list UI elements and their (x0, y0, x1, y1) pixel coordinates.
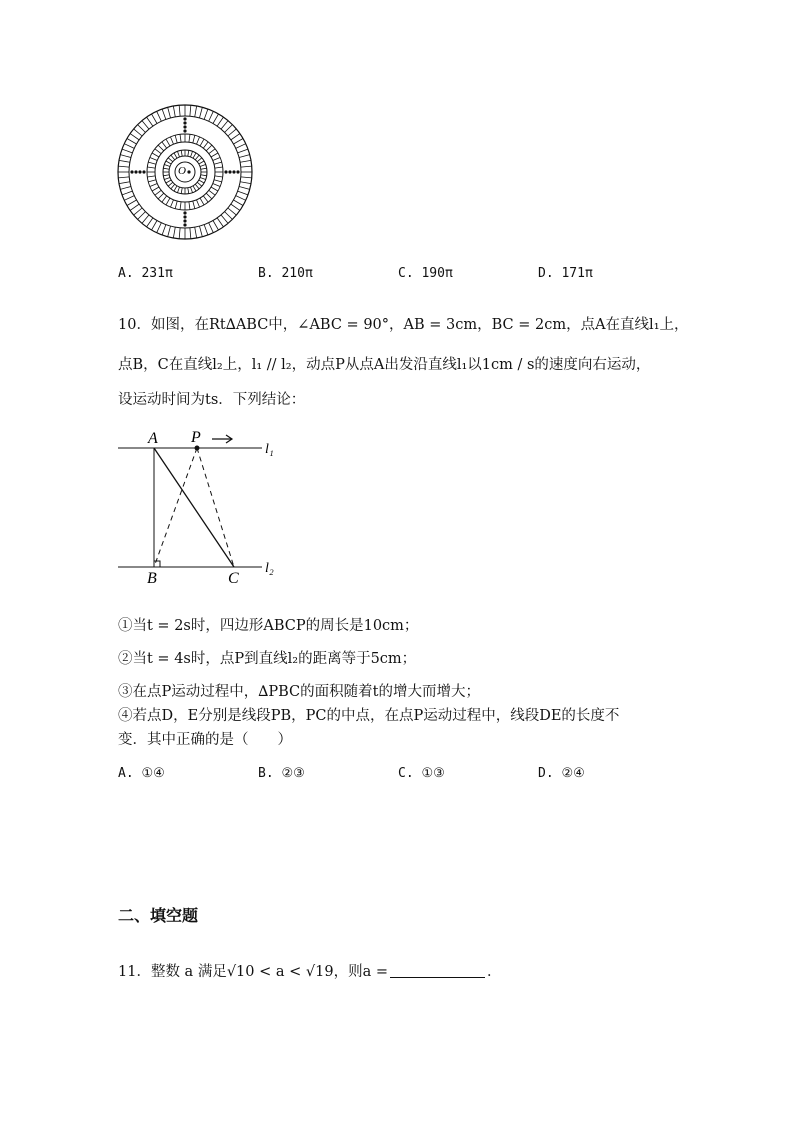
q10-statement-1: ①当t = 2s时，四边形ABCP的周长是10cm； (118, 618, 419, 634)
label-c: C (228, 570, 239, 587)
q9-choice-a[interactable] (118, 266, 173, 281)
q10-choice-c[interactable] (398, 766, 445, 781)
q10-statement-4: ④若点D，E分别是线段PB，PC的中点，在点P运动过程中，线段DE的长度不 (118, 708, 620, 724)
q10-choice-a-letter: A. (118, 766, 134, 781)
q10-statement-2: ②当t = 4s时，点P到直线l₂的距离等于5cm； (118, 651, 417, 667)
q9-choice-d-letter: D. (538, 266, 554, 281)
segment-ac (154, 448, 234, 567)
q9-choice-c[interactable] (398, 266, 453, 281)
q11-line (118, 960, 501, 981)
q9-choice-b[interactable] (258, 266, 313, 281)
q10-stem-line-3: 设运动时间为ts．下列结论： (118, 392, 306, 408)
segment-pb (154, 448, 197, 567)
q10-choice-b[interactable] (258, 766, 305, 781)
center-label-o: O (178, 165, 186, 177)
label-b: B (147, 570, 157, 587)
q10-choice-d-value: ②④ (561, 766, 585, 781)
point-p (195, 446, 200, 451)
q11-prefix: 11．整数 a 满足√10 < a < √19，则a = (118, 964, 388, 980)
q9-choice-b-value: 210π (281, 266, 313, 281)
q10-choice-c-letter: C. (398, 766, 414, 781)
q10-choice-b-value: ②③ (281, 766, 305, 781)
q9-choice-a-value: 231π (141, 266, 173, 281)
q10-choice-d-letter: D. (538, 766, 554, 781)
q11-suffix: ． (486, 964, 502, 980)
label-p: P (191, 429, 201, 446)
label-l2: l₂ (265, 561, 274, 576)
q10-statement-5: 变．其中正确的是（ ） (118, 732, 292, 748)
q10-stem-line-2: 点B，C在直线l₂上，l₁ // l₂，动点P从点A出发沿直线l₁以1cm / s的速度向右运动， (118, 357, 651, 373)
q10-choice-a[interactable] (118, 766, 165, 781)
q10-choice-c-value: ①③ (421, 766, 445, 781)
q10-geometry-figure (110, 425, 290, 590)
right-angle-marker (154, 561, 160, 567)
q11-answer-blank[interactable] (390, 963, 485, 978)
q10-choice-a-value: ①④ (141, 766, 165, 781)
q9-choice-c-value: 190π (421, 266, 453, 281)
label-a: A (148, 430, 158, 447)
section-title: 二、填空题 (118, 906, 199, 925)
q10-choice-b-letter: B. (258, 766, 274, 781)
q10-statement-3: ③在点P运动过程中，∆PBC的面积随着t的增大而增大； (118, 684, 480, 700)
q9-choice-d[interactable] (538, 266, 593, 281)
label-l1: l₁ (265, 442, 274, 457)
q9-choice-a-letter: A. (118, 266, 134, 281)
concentric-rings-figure (110, 98, 260, 248)
q9-choice-d-value: 171π (561, 266, 593, 281)
segment-pc (197, 448, 234, 567)
q10-stem-line-1: 10．如图，在Rt∆ABC中，∠ABC = 90°，AB = 3cm，BC = 2cm，点A在直线l₁上， (118, 317, 689, 333)
q9-choice-b-letter: B. (258, 266, 274, 281)
q9-choice-c-letter: C. (398, 266, 414, 281)
q10-choice-d[interactable] (538, 766, 585, 781)
